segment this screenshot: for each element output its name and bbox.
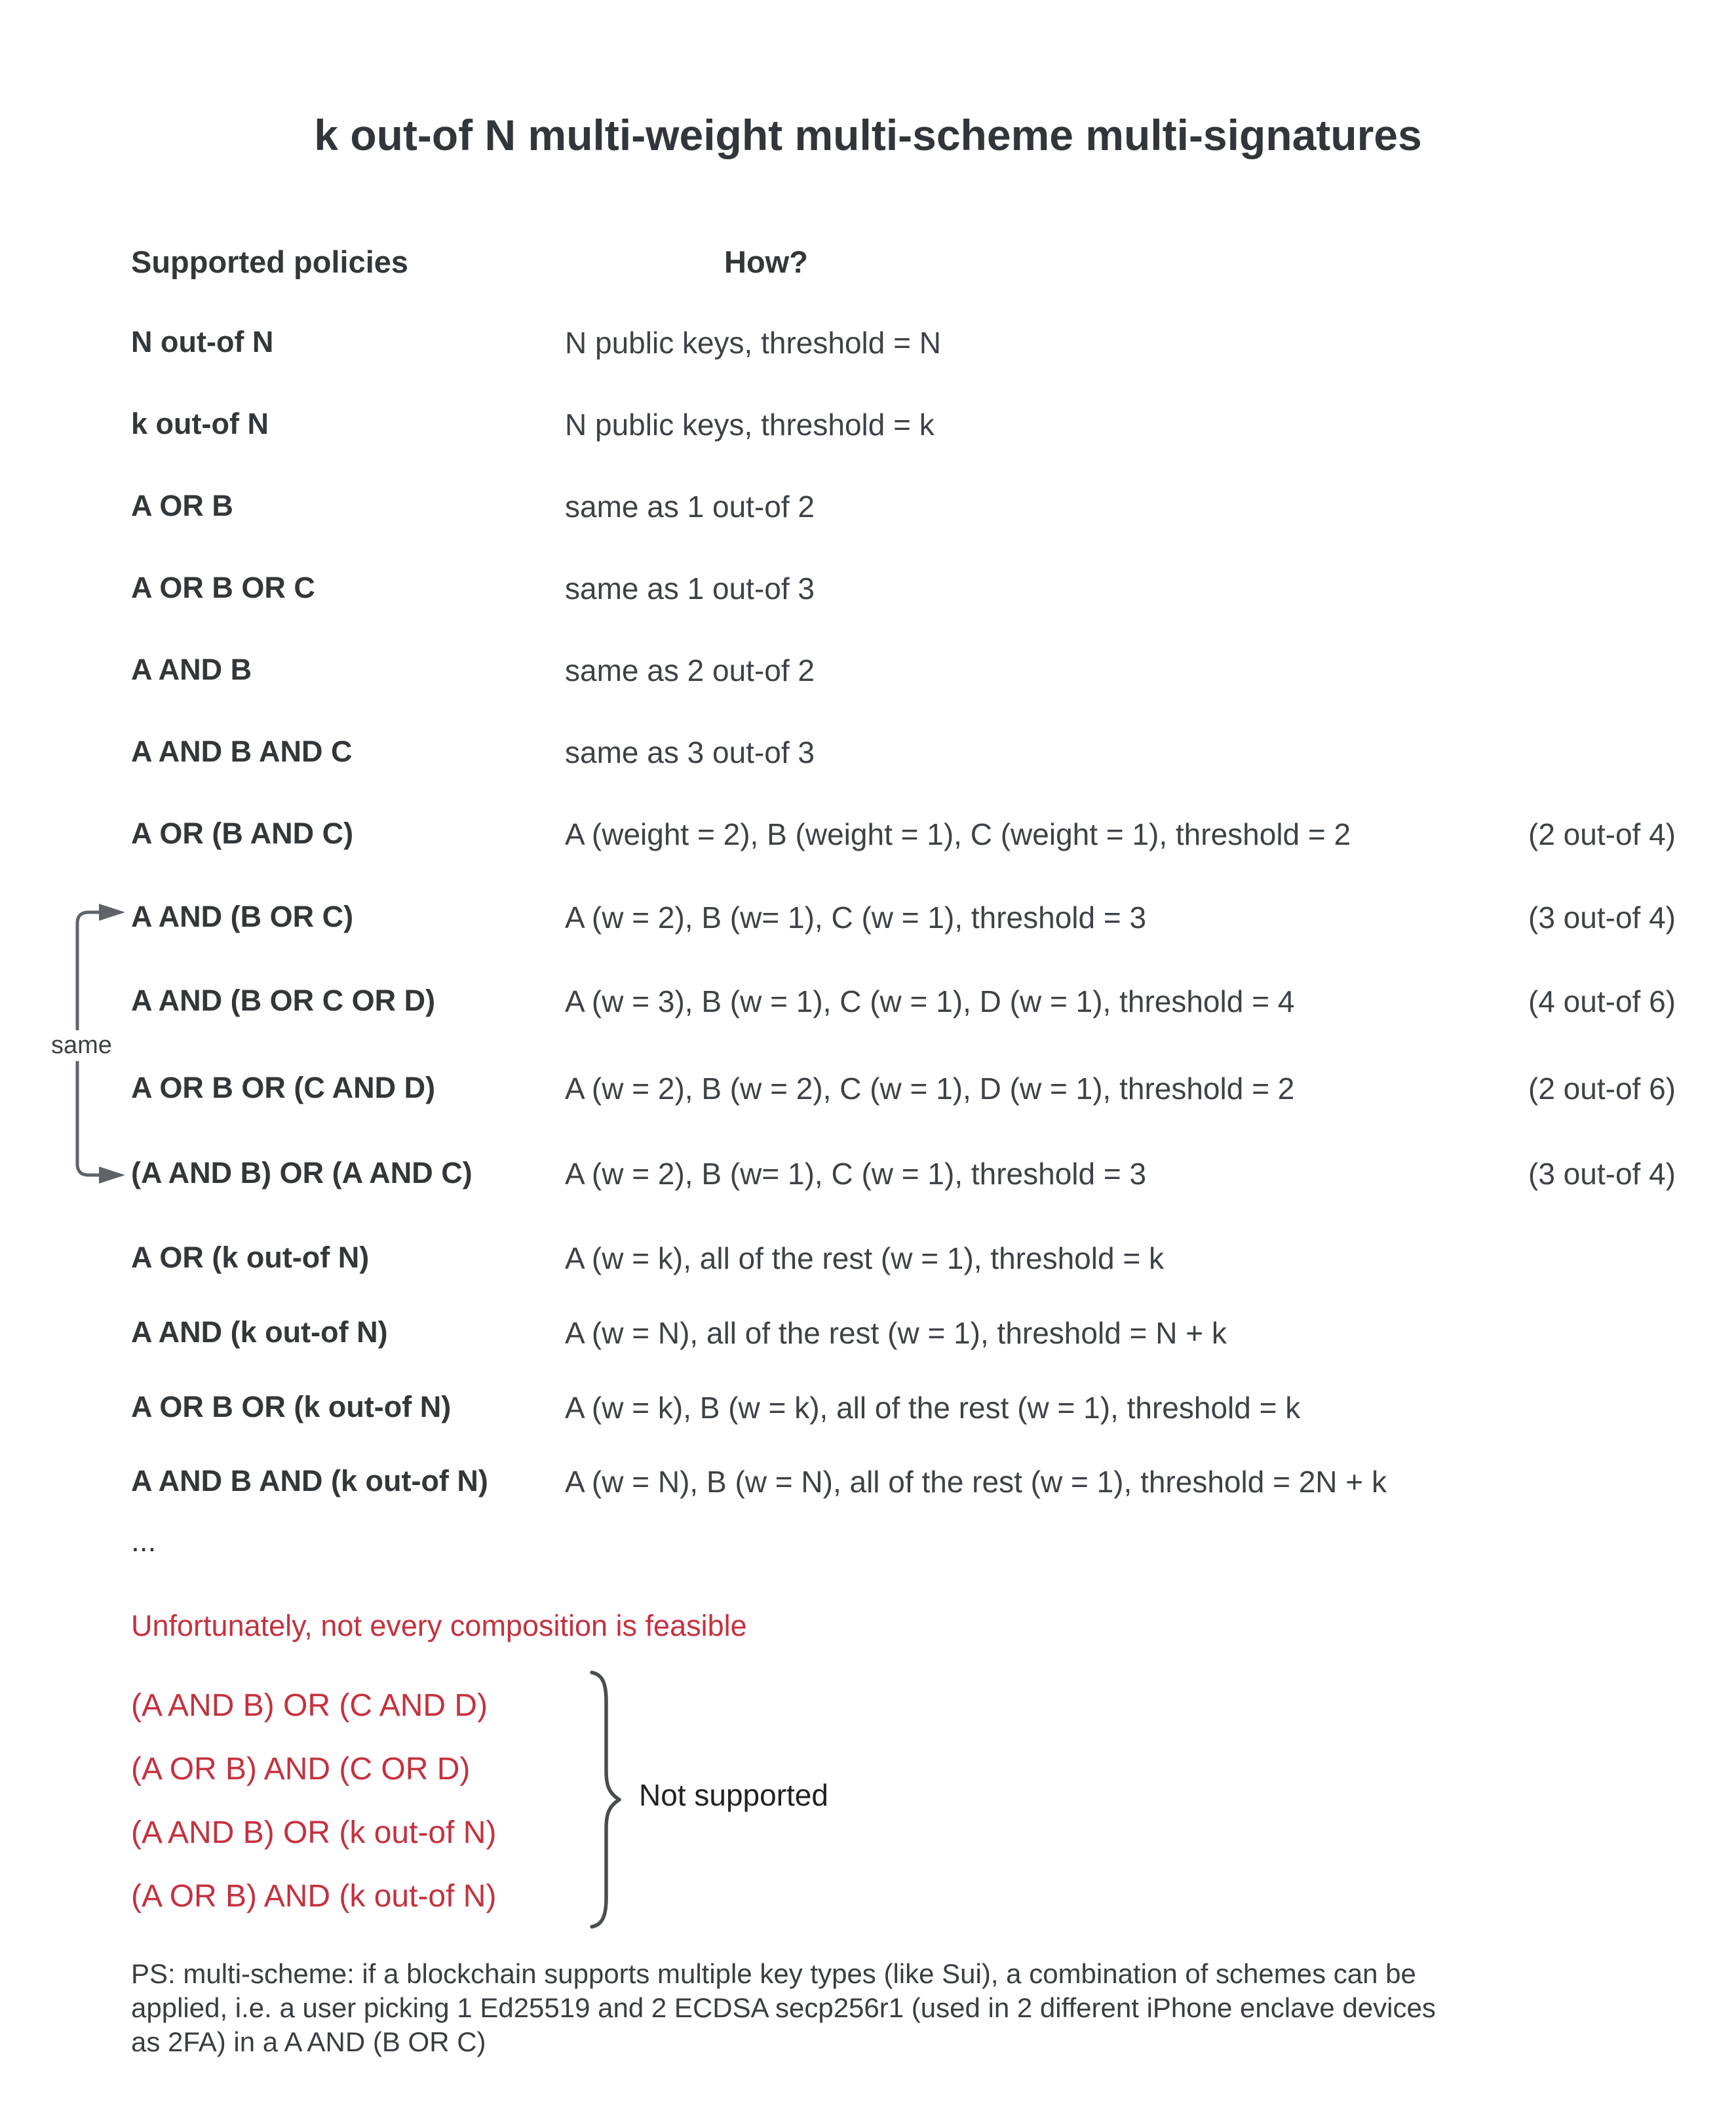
- how-cell: A (w = N), B (w = N), all of the rest (w = 1), threshold = 2N + k: [565, 1465, 1387, 1499]
- equivalent-threshold-cell: (2 out-of 4): [1528, 817, 1676, 851]
- not-supported-item: (A AND B) OR (C AND D): [131, 1688, 488, 1723]
- policy-cell: A AND B: [131, 653, 252, 686]
- how-cell: A (w = k), all of the rest (w = 1), threshold = k: [565, 1241, 1164, 1275]
- policy-cell: A AND B AND (k out-of N): [131, 1464, 488, 1498]
- column-header-how: How?: [724, 244, 808, 279]
- equivalent-threshold-cell: (3 out-of 4): [1528, 1157, 1676, 1191]
- table-ellipsis: ...: [131, 1524, 157, 1558]
- column-header-supported-policies: Supported policies: [131, 244, 409, 279]
- equivalent-threshold-cell: (4 out-of 6): [1528, 984, 1676, 1018]
- not-supported-item: (A OR B) AND (C OR D): [131, 1752, 471, 1787]
- table-row: [0, 407, 1736, 446]
- equivalent-threshold-cell: (2 out-of 6): [1528, 1072, 1676, 1106]
- arrowhead-bottom-icon: [99, 1167, 125, 1184]
- arrowhead-top-icon: [99, 904, 125, 921]
- table-row: [0, 1464, 1736, 1503]
- policy-cell: N out-of N: [131, 325, 274, 358]
- policy-cell: A OR B OR (C AND D): [131, 1071, 436, 1104]
- table-row: [0, 1071, 1736, 1110]
- table-row: [0, 1156, 1736, 1195]
- table-row: [0, 900, 1736, 939]
- policy-cell: A OR B: [131, 489, 233, 522]
- how-cell: same as 1 out-of 2: [565, 490, 815, 524]
- table-row: [0, 1390, 1736, 1429]
- table-row: [0, 1315, 1736, 1355]
- how-cell: same as 1 out-of 3: [565, 571, 815, 606]
- how-cell: A (w = 2), B (w= 1), C (w = 1), threshold = 3: [565, 900, 1147, 935]
- policy-cell: A AND (B OR C OR D): [131, 984, 436, 1017]
- how-cell: A (w = 2), B (w= 1), C (w = 1), threshold = 3: [565, 1157, 1147, 1191]
- table-row: [0, 571, 1736, 610]
- table-row: [0, 984, 1736, 1023]
- same-label: same: [47, 1030, 116, 1061]
- policy-cell: A OR B OR C: [131, 571, 315, 604]
- how-cell: N public keys, threshold = k: [565, 408, 935, 442]
- table-row: [0, 325, 1736, 364]
- how-cell: N public keys, threshold = N: [565, 326, 941, 360]
- equivalent-threshold-cell: (3 out-of 4): [1528, 900, 1676, 935]
- table-row: [0, 1241, 1736, 1280]
- policy-cell: A AND B AND C: [131, 735, 353, 768]
- not-supported-brace-icon: [580, 1670, 629, 1932]
- policy-cell: A OR (k out-of N): [131, 1241, 370, 1274]
- how-cell: A (w = 2), B (w = 2), C (w = 1), D (w = 1), threshold = 2: [565, 1072, 1295, 1106]
- how-cell: A (w = k), B (w = k), all of the rest (w = 1), threshold = k: [565, 1391, 1301, 1425]
- policy-cell: k out-of N: [131, 407, 269, 440]
- policy-cell: A AND (B OR C): [131, 900, 354, 933]
- not-supported-item: (A AND B) OR (k out-of N): [131, 1815, 497, 1850]
- policy-cell: A AND (k out-of N): [131, 1315, 388, 1349]
- how-cell: same as 2 out-of 2: [565, 653, 815, 687]
- how-cell: A (w = N), all of the rest (w = 1), threshold = N + k: [565, 1316, 1227, 1350]
- ps-note: [131, 1957, 1436, 2059]
- policy-cell: (A AND B) OR (A AND C): [131, 1156, 473, 1189]
- how-cell: A (weight = 2), B (weight = 1), C (weight = 1), threshold = 2: [565, 817, 1351, 851]
- not-supported-label: Not supported: [639, 1778, 828, 1812]
- not-supported-item: (A OR B) AND (k out-of N): [131, 1879, 497, 1914]
- ps-note-line: PS: multi-scheme: if a blockchain supports multiple key types (like Sui), a combination of schemes can be: [131, 1958, 1416, 1989]
- ps-note-line: applied, i.e. a user picking 1 Ed25519 and 2 ECDSA secp256r1 (used in 2 different iPhone enclave devices: [131, 1992, 1436, 2023]
- ps-note-line: as 2FA) in a A AND (B OR C): [131, 2026, 486, 2057]
- table-row: [0, 735, 1736, 774]
- table-row: [0, 489, 1736, 528]
- table-row: [0, 653, 1736, 692]
- policy-cell: A OR B OR (k out-of N): [131, 1390, 452, 1423]
- how-cell: same as 3 out-of 3: [565, 735, 815, 769]
- not-supported-heading: Unfortunately, not every composition is feasible: [131, 1609, 747, 1642]
- policy-cell: A OR (B AND C): [131, 817, 354, 850]
- page-title: k out-of N multi-weight multi-scheme multi-signatures: [314, 111, 1422, 159]
- table-row: [0, 817, 1736, 856]
- how-cell: A (w = 3), B (w = 1), C (w = 1), D (w = 1), threshold = 4: [565, 984, 1295, 1018]
